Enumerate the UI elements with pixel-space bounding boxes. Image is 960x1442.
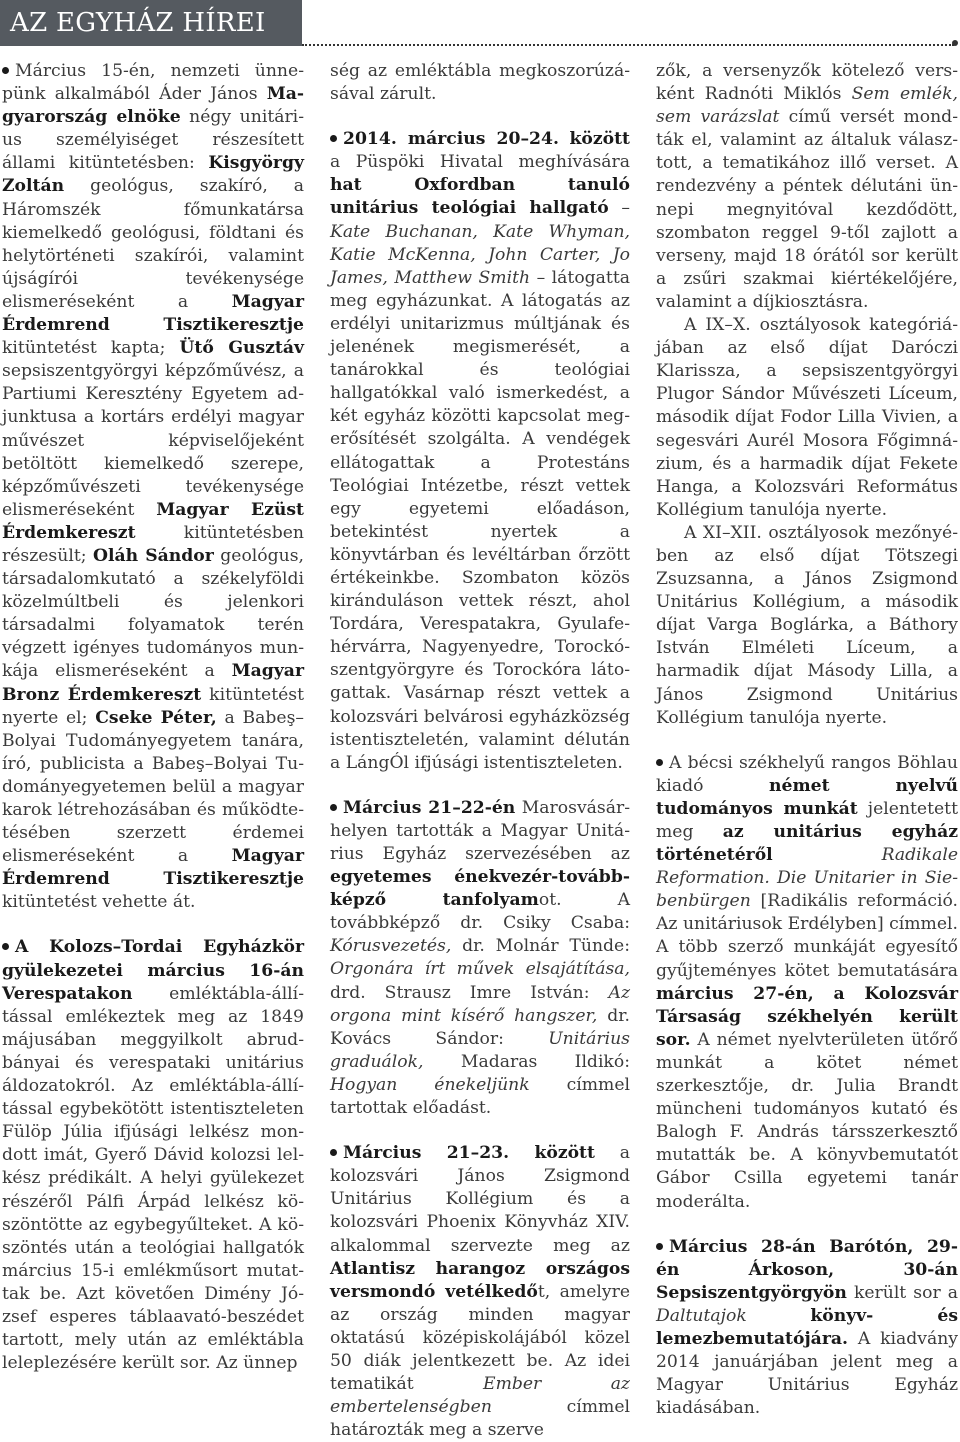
news-item-text: A IX–X. osztályosok kategóriájában az első díjat Daróczi Klarissza, a sepsiszentgyörgyi Plugor Sándor Művészeti Líceum, második díjat Fodor Lilla Vivien, a segesvári Aurél Mosora Főgimnázium, és a harmadik díjat Fekete Hanga, a Kolozsvári Református Kollégium tanulója nyerte.	[656, 315, 958, 520]
news-item-choir-course	[330, 797, 630, 1120]
news-item-text: 2014. március 20–24. között a Püspöki Hivatal meghívására hat Oxfordban tanuló unitárius teológiai hallgató – Kate Buchanan, Kate Whyman, Katie McKenna, John Carter, Jo James, Matthew Smith – látogatta meg egyházunkat. A látogatás az erdélyi unitarizmus múltjának és jelenének megismerését, a tanárokkal és teológiai hallgatókkal való ismerkedést, a két egyház közötti kapcsolat megerősítését szolgálta. A vendégek ellátogattak a Protestáns Teológiai Intézetbe, részt vettek egy egyetemi előadáson, betekintést nyertek a könyvtárban és levéltárban őrzött értékeinkbe. Szombaton közös kiránduláson vettek részt, ahol Tordára, Verespatakra, Gyulafehérvárra, Nagyenyedre, Torockószentgyörgyre és Torockóra látogattak. Vasárnap részt vettek a kolozsvári belvárosi egyházközség istentiszteletén, valamint délután a LángÓl ifjúsági istentiszteleten.	[330, 129, 630, 773]
news-column-1	[2, 60, 304, 1375]
news-item-awards	[2, 60, 304, 914]
news-item-text: Március 21–22-én Marosvásárhelyen tartották a Magyar Unitárius Egyház szervezésében az egyetemes énekvezér-továbbképző tanfolyamot. A továbbképző dr. Csiky Csaba: Kórusvezetés, dr. Molnár Tünde: Orgonára írt művek elsajátítása, drd. Strausz Imre István: Az orgona mint kísérő hangszer, dr. Kovács Sándor: Unitárius graduálok, Madaras Ildikó: Hogyan énekeljünk címmel tartottak előadást.	[330, 797, 630, 1119]
news-item-results-9-10	[656, 314, 958, 522]
news-item-text: Március 21–23. között a kolozsvári János Zsigmond Unitárius Kollégium és a kolozsvári Phoenix Könyvház XIV. alkalommal szervezte meg az Atlantisz harangoz országos versmondó vetélkedőt, amelyre az ország minden magyar oktatású középiskolájából közel 50 diák jelentkezett be. Az idei tematikát Ember az embertelenségben címmel határozták meg a szerve	[330, 1143, 630, 1441]
section-banner	[0, 0, 302, 46]
bullet-icon	[2, 67, 9, 74]
news-item-oxford-visit	[330, 128, 630, 775]
bullet-icon	[656, 1243, 663, 1250]
news-item-text: Március 15-én, nemzeti ünnepünk alkalmából Áder János Magyarország elnöke négy unitárius személyiséget részesített állami kitüntetésben: Kisgyörgy Zoltán geológus, szakíró, a Háromszék főmunkatársa kiemelkedő geológusi, földtani és helytörténeti szakírói, valamint újságírói tevékenysége elismeréseként a Magyar Érdemrend Tisztikeresztje kitüntetést kapta; Ütő Gusztáv sepsiszentgyörgyi képzőművész, a Partiumi Keresztény Egyetem adjunktusa a kortárs erdélyi magyar művészet képviselőjeként betöltött kiemelkedő szerepe, képzőművészeti tevékenysége elismeréseként Magyar Ezüst Érdemkereszt kitüntetésben részesült; Oláh Sándor geológus, társadalomkutató a székelyföldi közelmúltbeli és jelenkori társadalmi folyamatok terén végzett igényes tudományos munkája elismeréseként a Magyar Bronz Érdemkereszt kitüntetést nyerte el; Cseke Péter, a Babeş–Bolyai Tudományegyetem tanára, író, publicista a Babeş–Bolyai Tudományegyetemen belül a magyar karok létrehozásában és működtetésében szerzett érdemei elismeréseként a Magyar Érdemrend Tisztikeresztje kitüntetést vehette át.	[2, 61, 305, 913]
header-rule-end-dot	[952, 40, 958, 46]
news-item-text: Március 28-án Barótón, 29-én Árkoson, 30-án Sepsiszentgyörgyön került sor a Daltutajok könyv- és lemezbemutatójára. A kiadvány 2014 januárjában jelent meg a Magyar Unitárius Egyház kiadásában.	[656, 1236, 959, 1419]
news-item-text: A bécsi székhelyű rangos Böhlau kiadó német nyelvű tudományos munkát jelentetett meg az unitárius egyház történetéről Radikale Reformation. Die Unitarier in Siebenbürgen [Radikális reformáció. Az unitáriusok Erdélyben] címmel. A több szerző munkáját egyesítő gyűjteményes kötet bemutatására március 27-én, a Kolozsvár Társaság székhelyén került sor. A német nyelvterületen ütőrő munkát a kötet német szerkesztője, dr. Julia Brandt müncheni tudományos kutató és Balogh F. András társszerkesztő mutatták be. A könyvbemutatót Gábor Csilla egyetemi tanár moderálta.	[656, 752, 958, 1212]
news-item-poetry-contest	[330, 1142, 630, 1442]
news-item-text: zők, a versenyzők kötelező versként Radnóti Miklós Sem emlék, sem varázslat című versét mondták el, valamint az általuk választott, a tematikához illő verset. A rendezvény a péntek délutáni ünnepi megnyitóval kezdődött, szombaton reggel 9-től zajlott a verseny, majd 18 órától sor került a zsűri szakmai kiértékelőjére, valamint a díjkiosztásra.	[656, 61, 958, 312]
bullet-icon	[330, 804, 337, 811]
news-item-text: A Kolozs–Tordai Egyházkör gyülekezetei március 16-án Verespatakon emléktábla-állítással emlékeztek meg az 1849 májusában meggyilkolt abrudbányai és verespataki unitárius áldozatokról. Az emléktábla-állítással egybekötött istentiszteleten Fülöp Júlia ifjúsági lelkész mondott imát, Gyerő Dávid kolozsi lelkész prédikált. A helyi gyülekezet részéről Pálfi Árpád lelkész köszöntötte az egybegyűlteket. A köszöntés után a teológiai hallgatók március 15-i emlékműsort mutattak be. Azt követően Dimény József esperes táblaavató-beszédet tartott, mely után az emléktábla leleplezésére került sor. Az ünnep	[2, 937, 304, 1374]
news-item-verespatak	[2, 936, 304, 1375]
section-title: AZ EGYHÁZ HÍREI	[10, 8, 266, 38]
bullet-icon	[330, 135, 337, 142]
bullet-icon	[2, 943, 9, 950]
news-column-3	[656, 60, 958, 1420]
news-item-text: ség az emléktábla megkoszorúzásával zárult.	[330, 61, 630, 105]
news-item-continued	[330, 60, 630, 106]
header-dotted-rule	[302, 44, 954, 46]
bullet-icon	[330, 1149, 337, 1156]
bullet-icon	[656, 759, 663, 766]
news-item-daltutajok	[656, 1236, 958, 1421]
news-item-text: A XI–XII. osztályosok mezőnyében az első díjat Tötszegi Zsuzsanna, a János Zsigmond Unitárius Kollégium, a második díjat Varga Boglárka, a Báthory István Elméleti Líceum, a harmadik díjat Másody Lilla, a János Zsigmond Unitárius Kollégium tanulója nyerte.	[656, 522, 958, 728]
news-column-2	[330, 60, 630, 1442]
news-item-book-release	[656, 752, 958, 1214]
news-item-continued	[656, 60, 958, 314]
news-item-results-11-12	[656, 522, 958, 730]
